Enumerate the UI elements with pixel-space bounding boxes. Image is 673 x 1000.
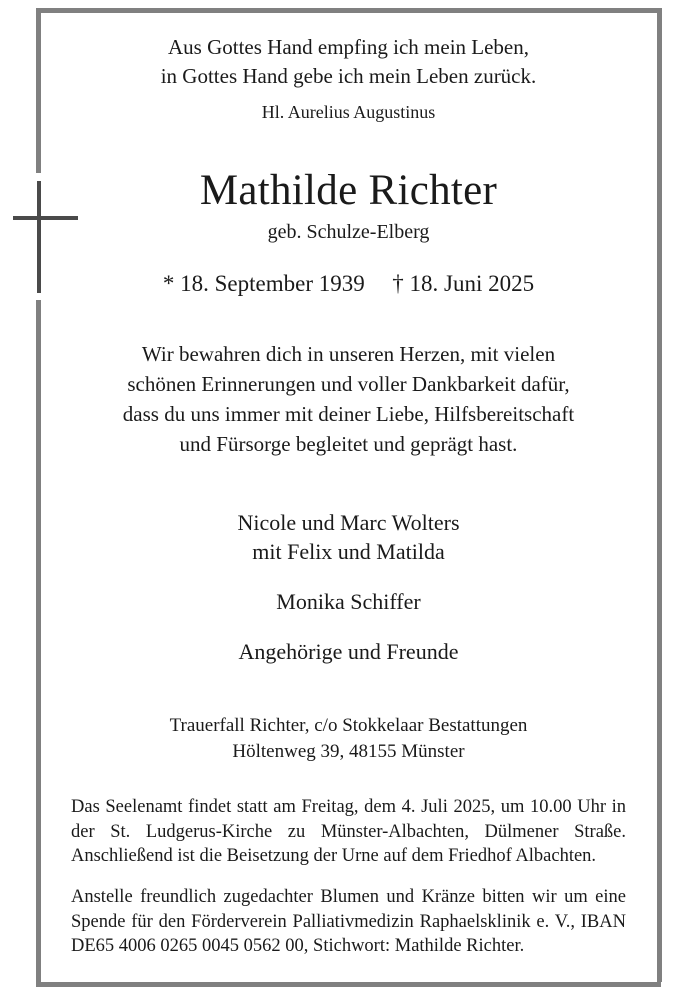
verse-line-1: Wir bewahren dich in unseren Herzen, mit vielen	[141, 342, 556, 367]
death-date: 18. Juni 2025	[409, 271, 535, 297]
life-dates	[65, 271, 632, 297]
mourner-group-family	[65, 508, 632, 566]
death-symbol: †	[392, 271, 404, 297]
memorial-verse	[65, 340, 632, 459]
mourner-line: Angehörige und Freunde	[238, 638, 459, 664]
epigraph-line-1: Aus Gottes Hand empfing ich mein Leben,	[168, 35, 529, 59]
notice-content	[41, 13, 656, 959]
mourner-line: Nicole und Marc Wolters	[237, 509, 460, 535]
funeral-home-address	[65, 713, 632, 765]
deceased-name: Mathilde Richter	[199, 167, 498, 215]
verse-line-3: dass du uns immer mit deiner Liebe, Hilfsbereitschaft	[122, 402, 575, 427]
mourners-list	[65, 508, 632, 666]
donation-information: Anstelle freundlich zugedachter Blumen und Kränze bitten wir um eine Spende für den Förderverein Palliativmedizin Raphaelsklinik e. V., IBAN DE65 4006 0265 0045 0562 00, Stichwort: Mathilde Richter.	[71, 887, 626, 957]
frame-border-right	[657, 8, 662, 982]
service-information: Das Seelenamt findet statt am Freitag, dem 4. Juli 2025, um 10.00 Uhr in der St. Ludgerus-Kirche zu Münster-Albachten, Dülmener Straße. Anschließend ist die Beisetzung der Urne auf dem Friedhof Albachten.	[71, 797, 626, 867]
mourner-line: Monika Schiffer	[276, 588, 421, 614]
mourner-group-individual	[65, 587, 632, 616]
funeral-home-name: Trauerfall Richter, c/o Stokkelaar Bestattungen	[169, 714, 528, 736]
funeral-home-street: Höltenweg 39, 48155 Münster	[232, 741, 465, 763]
mourner-group-relatives-friends	[65, 637, 632, 666]
birth-date: 18. September 1939	[180, 271, 365, 297]
frame-border-bottom	[36, 982, 661, 987]
epigraph-line-2: in Gottes Hand gebe ich mein Leben zurück.	[160, 63, 537, 88]
deceased-maiden-name: geb. Schulze-Elberg	[267, 221, 430, 244]
service-details	[65, 795, 632, 959]
birth-symbol: *	[162, 271, 175, 297]
mourner-line: mit Felix und Matilda	[252, 538, 445, 564]
verse-line-4: und Fürsorge begleitet und geprägt hast.	[179, 431, 518, 456]
verse-line-2: schönen Erinnerungen und voller Dankbarkeit dafür,	[127, 372, 570, 397]
epigraph-attribution: Hl. Aurelius Augustinus	[261, 101, 436, 122]
epigraph	[65, 33, 632, 91]
